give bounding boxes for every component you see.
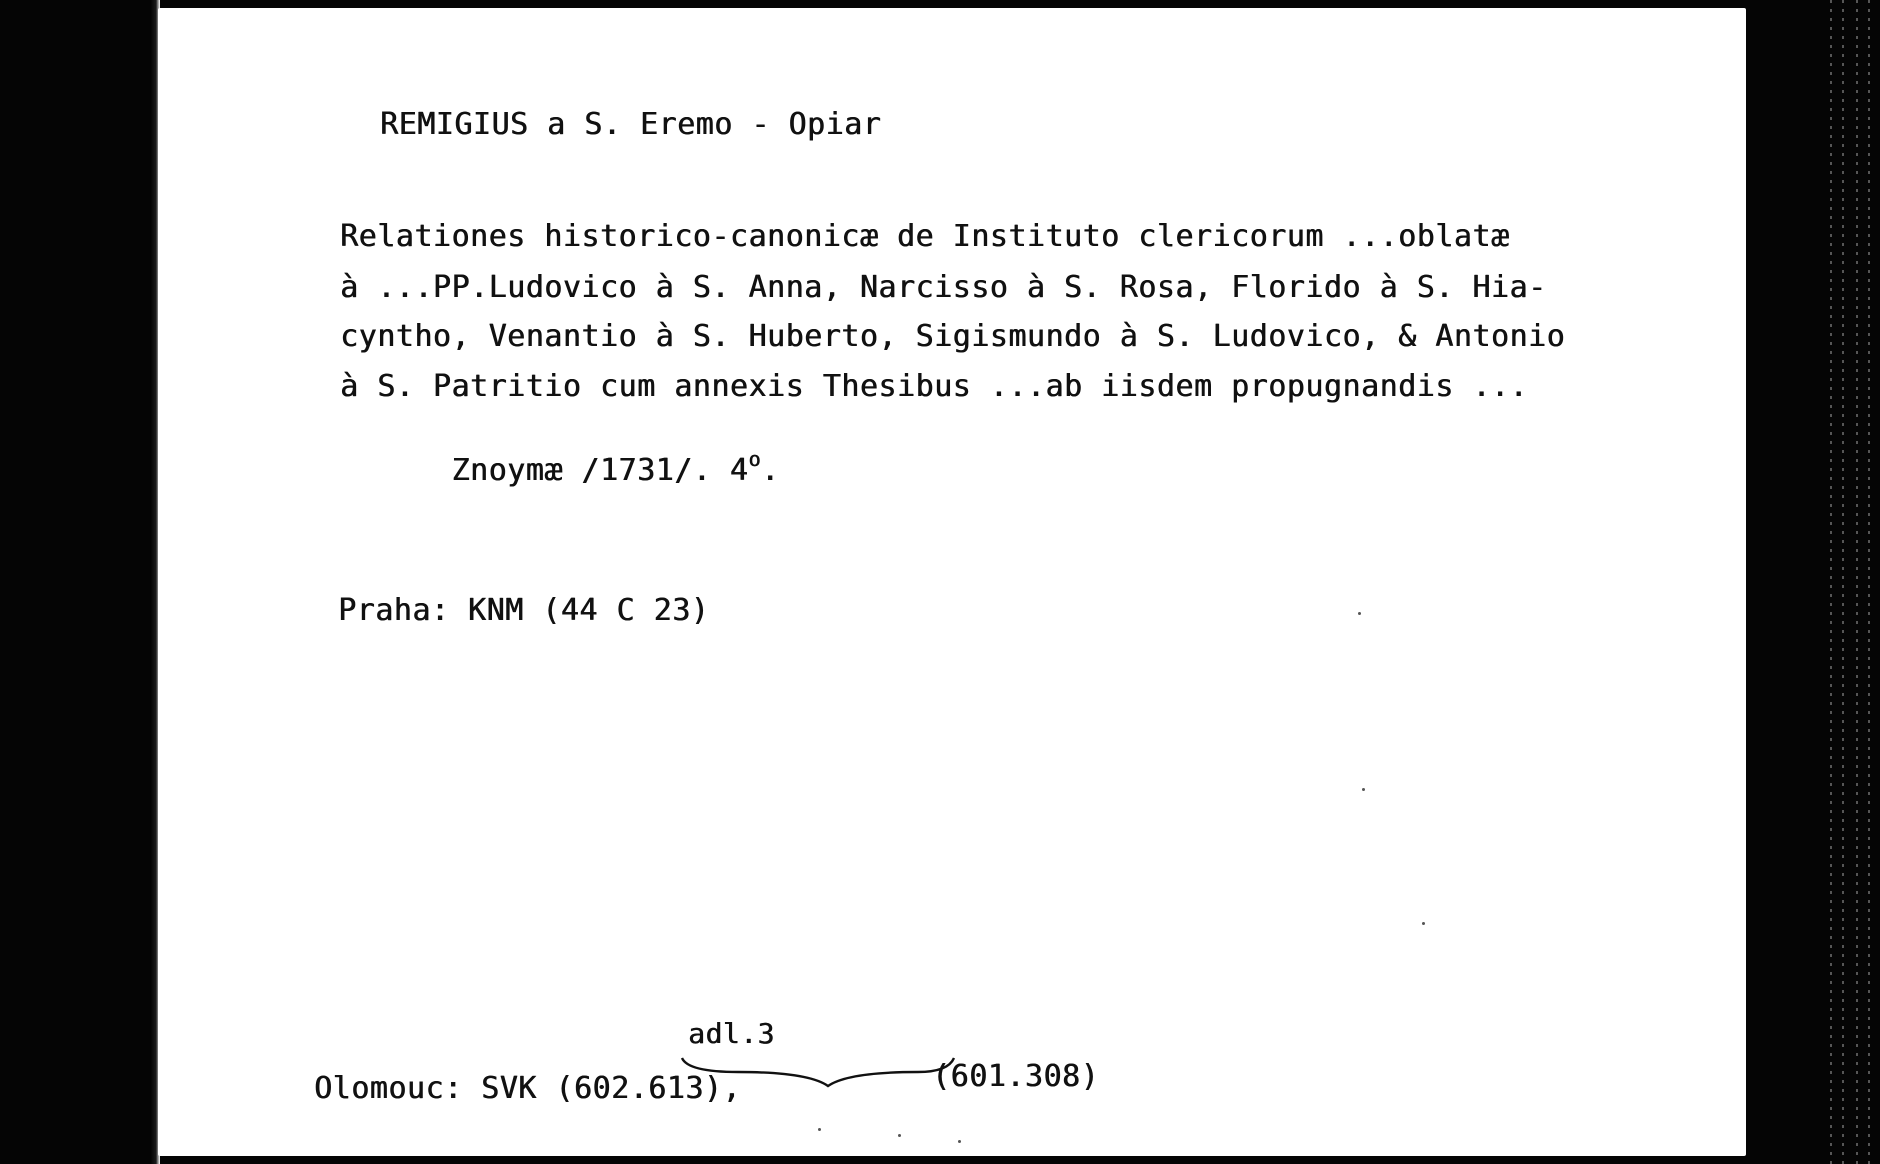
dust-speck xyxy=(898,1134,901,1137)
dust-speck xyxy=(1422,922,1425,925)
location-olomouc: Olomouc: SVK (602.613), xyxy=(314,1071,741,1106)
title-line-3: cyntho, Venantio à S. Huberto, Sigismundo à S. Ludovico, & Antonio xyxy=(340,319,1566,354)
imprint-text: Znoymæ /1731/. 4 xyxy=(451,453,749,488)
dust-speck xyxy=(958,1140,961,1143)
imprint-end: . xyxy=(760,453,780,488)
dust-speck xyxy=(1362,788,1365,791)
title-line-1: Relationes historico-canonicæ de Instituto clericorum ...oblatæ xyxy=(340,219,1510,254)
imprint-line xyxy=(340,426,779,516)
card-heading: REMIGIUS a S. Eremo - Opiar xyxy=(380,107,882,142)
location-olomouc-extra: (601.308) xyxy=(932,1059,1100,1094)
dust-speck xyxy=(1358,612,1361,615)
scan-right-margin xyxy=(1746,0,1880,1164)
catalog-card xyxy=(158,8,1746,1156)
title-line-2: à ...PP.Ludovico à S. Anna, Narcisso à S. Rosa, Florido à S. Hia- xyxy=(340,270,1547,305)
location-praha: Praha: KNM (44 C 23) xyxy=(338,593,710,628)
title-line-4: à S. Patritio cum annexis Thesibus ...ab iisdem propugnandis ... xyxy=(340,369,1528,404)
format-superscript: o xyxy=(748,447,761,471)
dust-speck xyxy=(818,1128,821,1131)
handwritten-annotation: adl.3 xyxy=(688,1017,775,1050)
